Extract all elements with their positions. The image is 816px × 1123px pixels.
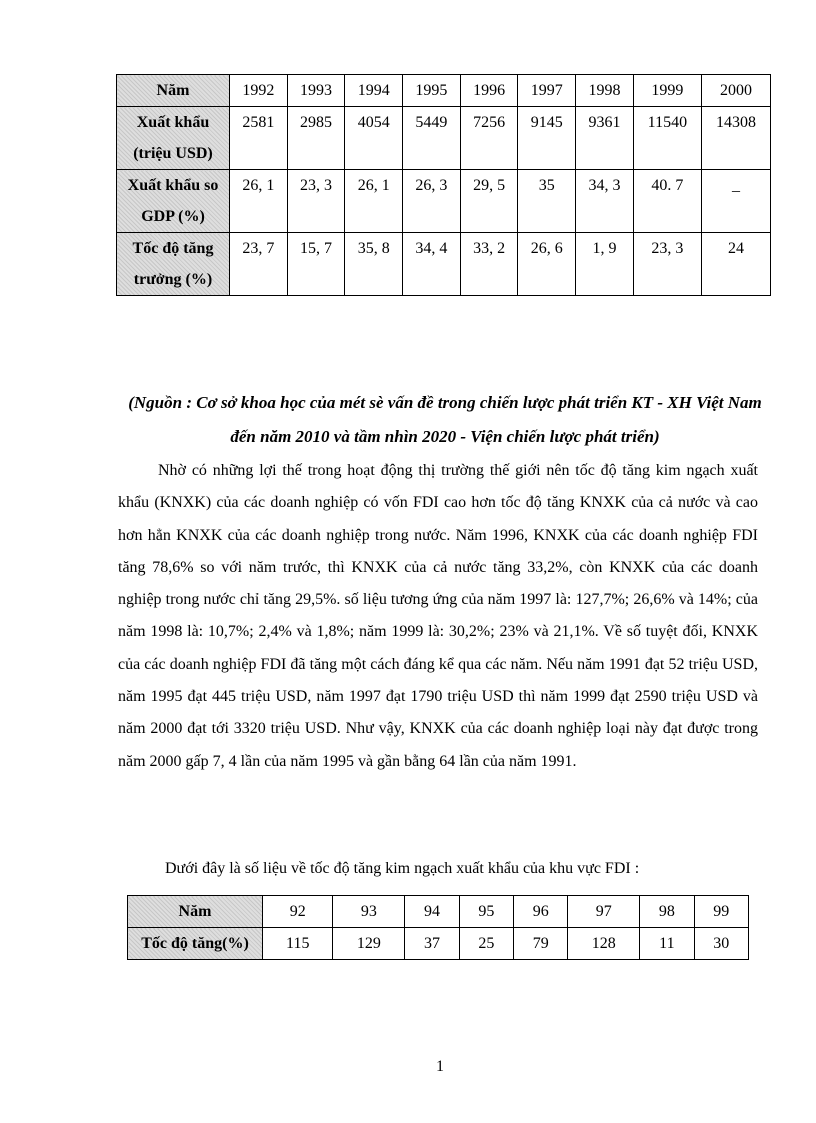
header-cell: 92 — [263, 896, 333, 928]
table-cell: 35, 8 — [345, 233, 403, 296]
table-cell: 26, 1 — [345, 170, 403, 233]
table-cell: 79 — [514, 928, 568, 960]
table-cell: 26, 6 — [518, 233, 576, 296]
table-cell: 37 — [405, 928, 459, 960]
table-cell: 9145 — [518, 107, 576, 170]
table-cell: 29, 5 — [460, 170, 518, 233]
table-cell: 128 — [568, 928, 640, 960]
table-cell: 5449 — [403, 107, 461, 170]
header-cell: 1994 — [345, 75, 403, 107]
header-cell: 96 — [514, 896, 568, 928]
table-cell: 30 — [694, 928, 748, 960]
table-cell: 23, 3 — [287, 170, 345, 233]
header-cell: 1995 — [403, 75, 461, 107]
table-cell: 25 — [459, 928, 513, 960]
table-cell: 2985 — [287, 107, 345, 170]
table-cell: 26, 1 — [230, 170, 288, 233]
table-cell: 33, 2 — [460, 233, 518, 296]
table-cell: 129 — [333, 928, 405, 960]
table-cell: 1, 9 — [576, 233, 634, 296]
export-statistics-table — [116, 74, 771, 296]
table-cell: 14308 — [701, 107, 770, 170]
table-cell: 115 — [263, 928, 333, 960]
header-cell: 1996 — [460, 75, 518, 107]
table-cell: 40. 7 — [633, 170, 701, 233]
row-label-cell: Tốc độ tăng(%) — [128, 928, 263, 960]
table-cell: 34, 3 — [576, 170, 634, 233]
row-label-cell: Xuất khẩu so GDP (%) — [117, 170, 230, 233]
header-cell: 1992 — [230, 75, 288, 107]
table-cell: 11 — [640, 928, 694, 960]
table-cell: 23, 7 — [230, 233, 288, 296]
table-header-row — [117, 75, 771, 107]
table-cell: 23, 3 — [633, 233, 701, 296]
table-row — [117, 170, 771, 233]
header-cell: 2000 — [701, 75, 770, 107]
body-paragraph: Nhờ có những lợi thế trong hoạt động thị trường thế giới nên tốc độ tăng kim ngạch xuất khẩu (KNXK) của các doanh nghiệp có vốn FDI cao hơn tốc độ tăng KNXK của cả nước và cao hơn hẳn KNXK của các doanh nghiệp trong nước. Năm 1996, KNXK của các doanh nghiệp FDI tăng 78,6% so với năm trước, thì KNXK của cả nước tăng 33,2%, còn KNXK của các doanh nghiệp trong nước chỉ tăng 29,5%. số liệu tương ứng của năm 1997 là: 127,7%; 26,6% và 14%; của năm 1998 là: 10,7%; 2,4% và 1,8%; năm 1999 là: 30,2%; 23% và 21,1%. Về số tuyệt đối, KNXK của các doanh nghiệp FDI đã tăng một cách đáng kể qua các năm. Nếu năm 1991 đạt 52 triệu USD, năm 1995 đạt 445 triệu USD, năm 1997 đạt 1790 triệu USD thì năm 1999 đạt 2590 triệu USD và năm 2000 đạt tới 3320 triệu USD. Như vậy, KNXK của các doanh nghiệp loại này đạt được trong năm 2000 gấp 7, 4 lần của năm 1995 và gần bằng 64 lần của năm 1991. — [118, 462, 758, 770]
header-cell: 1997 — [518, 75, 576, 107]
header-cell: 94 — [405, 896, 459, 928]
table-cell: 24 — [701, 233, 770, 296]
table-row — [117, 107, 771, 170]
table-cell: 2581 — [230, 107, 288, 170]
table-cell: 4054 — [345, 107, 403, 170]
source-note: (Nguồn : Cơ sở khoa học của mét sè vấn đề trong chiến lược phát triển KT - XH Việt Nam đến năm 2010 và tầm nhìn 2020 - Viện chiến lược phát triển) — [128, 393, 762, 446]
header-cell: 93 — [333, 896, 405, 928]
header-cell: 1993 — [287, 75, 345, 107]
table-intro: Dưới đây là số liệu về tốc độ tăng kim ngạch xuất khẩu của khu vực FDI : — [165, 860, 640, 877]
header-cell: 1998 — [576, 75, 634, 107]
header-cell: 98 — [640, 896, 694, 928]
table-cell: 15, 7 — [287, 233, 345, 296]
table-header-row — [128, 896, 749, 928]
table-cell: 34, 4 — [403, 233, 461, 296]
table-row — [117, 233, 771, 296]
header-cell: 97 — [568, 896, 640, 928]
table-cell: _ — [701, 170, 770, 233]
header-cell: Năm — [128, 896, 263, 928]
header-cell: Năm — [117, 75, 230, 107]
table-cell: 7256 — [460, 107, 518, 170]
row-label-cell: Tốc độ tăng trưởng (%) — [117, 233, 230, 296]
fdi-growth-table — [127, 895, 749, 960]
table-cell: 35 — [518, 170, 576, 233]
table-row — [128, 928, 749, 960]
table-cell: 26, 3 — [403, 170, 461, 233]
header-cell: 99 — [694, 896, 748, 928]
page-number: 1 — [436, 1058, 444, 1075]
table-cell: 11540 — [633, 107, 701, 170]
header-cell: 95 — [459, 896, 513, 928]
header-cell: 1999 — [633, 75, 701, 107]
row-label-cell: Xuất khẩu (triệu USD) — [117, 107, 230, 170]
table-cell: 9361 — [576, 107, 634, 170]
